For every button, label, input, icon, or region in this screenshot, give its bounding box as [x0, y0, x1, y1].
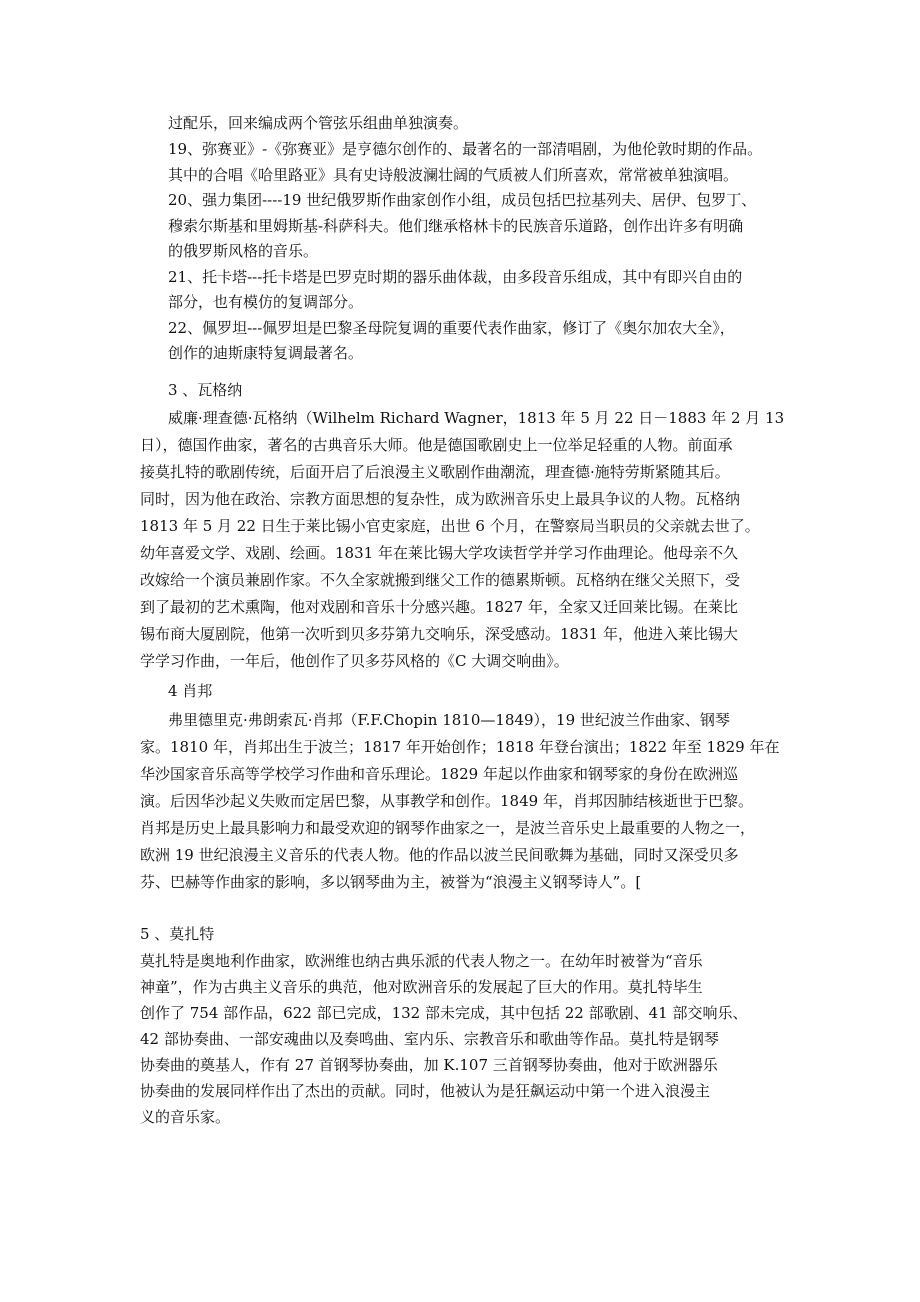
list-item: 其中的合唱《哈里路亚》具有史诗般波澜壮阔的气质被人们所喜欢，常常被单独演唱。 — [168, 166, 739, 184]
paragraph-line: 家。1810 年，肖邦出生于波兰；1817 年开始创作；1818 年登台演出；1822 年至 1829 年在 — [140, 738, 780, 756]
paragraph-line: 学学习作曲，一年后，他创作了贝多芬风格的《C 大调交响曲》。 — [140, 652, 569, 670]
paragraph-line: 改嫁给一个演员兼剧作家。不久全家就搬到继父工作的德累斯顿。瓦格纳在继父关照下，受 — [140, 571, 741, 589]
list-item: 的俄罗斯风格的音乐。 — [168, 242, 319, 260]
section-heading: 4 肖邦 — [168, 682, 213, 700]
paragraph-line: 欧洲 19 世纪浪漫主义音乐的代表人物。他的作品以波兰民间歌舞为基础，同时又深受贝多 — [140, 846, 739, 864]
paragraph-line: 演。后因华沙起义失败而定居巴黎，从事教学和创作。1849 年，肖邦因肺结核逝世于巴黎。 — [140, 792, 753, 810]
paragraph-line: 弗里德里克·弗朗索瓦·肖邦（F.F.Chopin 1810—1849），19 世纪波兰作曲家、钢琴 — [168, 711, 730, 729]
paragraph-line: 协奏曲的发展同样作出了杰出的贡献。同时，他被认为是狂飙运动中第一个进入浪漫主 — [140, 1082, 711, 1100]
paragraph-line: 同时，因为他在政治、宗教方面思想的复杂性，成为欧洲音乐史上最具争议的人物。瓦格纳 — [140, 490, 741, 508]
list-item: 22、佩罗坦---佩罗坦是巴黎圣母院复调的重要代表作曲家，修订了《奥尔加农大全》， — [168, 319, 735, 337]
paragraph-line: 创作了 754 部作品，622 部已完成，132 部未完成，其中包括 22 部歌剧、41 部交响乐、 — [140, 1004, 748, 1022]
paragraph-line: 协奏曲的奠基人，作有 27 首钢琴协奏曲，加 K.107 三首钢琴协奏曲，他对于欧洲器乐 — [140, 1056, 718, 1074]
list-item: 创作的迪斯康特复调最著名。 — [168, 344, 364, 362]
paragraph-line: 锡布商大厦剧院，他第一次听到贝多芬第九交响乐，深受感动。1831 年，他进入莱比锡大 — [140, 625, 738, 643]
paragraph-line: 神童”，作为古典主义音乐的典范，他对欧洲音乐的发展起了巨大的作用。莫扎特毕生 — [140, 978, 703, 996]
list-item: 19、弥赛亚》-《弥赛亚》是亨德尔创作的、最著名的一部清唱剧，为他伦敦时期的作品。 — [168, 140, 763, 158]
paragraph-line: 威廉·理查德·瓦格纳（Wilhelm Richard Wagner，1813 年 5 月 22 日－1883 年 2 月 13 — [168, 409, 785, 427]
list-item: 过配乐，回来编成两个管弦乐组曲单独演奏。 — [168, 114, 469, 132]
paragraph-line: 芬、巴赫等作曲家的影响，多以钢琴曲为主，被誉为“浪漫主义钢琴诗人”。[ — [140, 873, 642, 891]
paragraph-line: 莫扎特是奥地利作曲家，欧洲维也纳古典乐派的代表人物之一。在幼年时被誉为“音乐 — [140, 952, 703, 970]
paragraph-line: 肖邦是历史上最具影响力和最受欢迎的钢琴作曲家之一，是波兰音乐史上最重要的人物之一， — [140, 819, 756, 837]
paragraph-line: 1813 年 5 月 22 日生于莱比锡小官吏家庭，出世 6 个月，在警察局当职员的父亲就去世了。 — [140, 517, 760, 535]
paragraph-line: 接莫扎特的歌剧传统，后面开启了后浪漫主义歌剧作曲潮流，理查德·施特劳斯紧随其后。 — [140, 463, 730, 481]
paragraph-line: 到了最初的艺术熏陶，他对戏剧和音乐十分感兴趣。1827 年，全家又迁回莱比锡。在莱比 — [140, 598, 738, 616]
list-item: 20、强力集团----19 世纪俄罗斯作曲家创作小组，成员包括巴拉基列夫、居伊、包罗丁、 — [168, 191, 757, 209]
paragraph-line: 日），德国作曲家，著名的古典音乐大师。他是德国歌剧史上一位举足轻重的人物。前面承 — [140, 436, 733, 454]
section-heading: 5 、莫扎特 — [140, 925, 215, 943]
section-heading: 3 、瓦格纳 — [168, 381, 243, 399]
paragraph-line: 幼年喜爱文学、戏剧、绘画。1831 年在莱比锡大学攻读哲学并学习作曲理论。他母亲不久 — [140, 544, 738, 562]
list-item: 21、托卡塔---托卡塔是巴罗克时期的器乐曲体裁，由多段音乐组成，其中有即兴自由的 — [168, 268, 743, 286]
list-item: 部分，也有模仿的复调部分。 — [168, 293, 364, 311]
paragraph-line: 义的音乐家。 — [140, 1108, 231, 1126]
list-item: 穆索尔斯基和里姆斯基-科萨科夫。他们继承格林卡的民族音乐道路，创作出许多有明确 — [168, 217, 744, 235]
paragraph-line: 华沙国家音乐高等学校学习作曲和音乐理论。1829 年起以作曲家和钢琴家的身份在欧洲巡 — [140, 765, 738, 783]
paragraph-line: 42 部协奏曲、一部安魂曲以及奏鸣曲、室内乐、宗教音乐和歌曲等作品。莫扎特是钢琴 — [140, 1030, 719, 1048]
